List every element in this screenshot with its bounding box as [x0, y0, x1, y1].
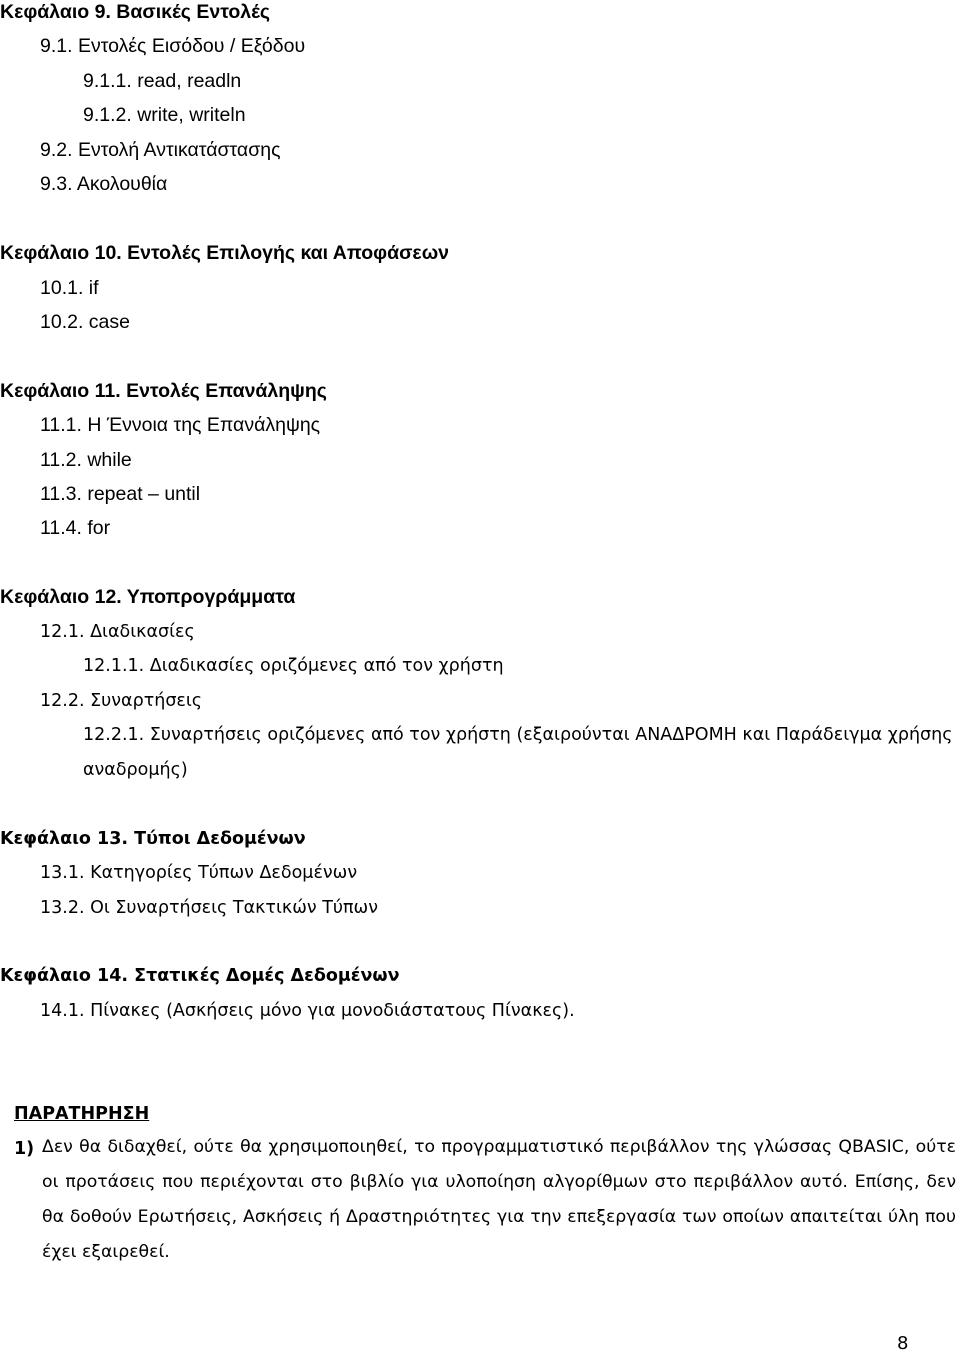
section-9-2: 9.2. Εντολή Αντικατάστασης	[40, 139, 281, 161]
section-11-3: 11.3. repeat – until	[40, 483, 201, 505]
chapter-9-title: Κεφάλαιο 9. Βασικές Εντολές	[0, 1, 271, 23]
section-12-2-1-continued: αναδρομής)	[83, 760, 188, 780]
section-12-1: 12.1. Διαδικασίες	[40, 622, 195, 642]
note-number: 1)	[14, 1139, 35, 1159]
chapter-11-title: Κεφάλαιο 11. Εντολές Επανάληψης	[0, 380, 327, 402]
section-9-1: 9.1. Εντολές Εισόδου / Εξόδου	[40, 35, 306, 57]
section-9-1-1: 9.1.1. read, readln	[83, 70, 242, 92]
section-11-4: 11.4. for	[40, 517, 111, 539]
section-13-2: 13.2. Οι Συναρτήσεις Τακτικών Τύπων	[40, 898, 378, 918]
section-12-2: 12.2. Συναρτήσεις	[40, 691, 203, 711]
section-11-1: 11.1. Η Έννοια της Επανάληψης	[40, 414, 321, 436]
section-14-1: 14.1. Πίνακες (Ασκήσεις μόνο για μονοδιάστατους Πίνακες).	[40, 1001, 575, 1021]
section-9-3: 9.3. Ακολουθία	[40, 173, 168, 195]
page-number: 8	[897, 1333, 909, 1354]
section-13-1: 13.1. Κατηγορίες Τύπων Δεδομένων	[40, 863, 358, 883]
chapter-13-title: Κεφάλαιο 13. Τύποι Δεδομένων	[0, 829, 306, 849]
section-12-1-1: 12.1.1. Διαδικασίες οριζόμενες από τον χρήστη	[83, 656, 504, 676]
chapter-14-title: Κεφάλαιο 14. Στατικές Δομές Δεδομένων	[0, 966, 400, 986]
section-10-1: 10.1. if	[40, 277, 99, 299]
note-paragraph: Δεν θα διδαχθεί, ούτε θα χρησιμοποιηθεί, το προγραμματιστικό περιβάλλον της γλώσσας QBASIC, ούτε οι προτάσεις που περιέχονται στο βιβλίο για υλοποίηση αλγορίθμων στο περιβάλλον αυτό. Επίσης, δεν θα δοθούν Ερωτήσεις, Ασκήσεις ή Δραστηριότητες για την επεξεργασία των οποίων απαιτείται ύλη που έχει εξαιρεθεί.	[42, 1137, 956, 1262]
chapter-12-title: Κεφάλαιο 12. Υποπρογράμματα	[0, 586, 296, 608]
section-12-2-1: 12.2.1. Συναρτήσεις οριζόμενες από τον χρήστη (εξαιρούνται ΑΝΑΔΡΟΜΗ και Παράδειγμα χρήσης	[83, 725, 953, 745]
chapter-10-title: Κεφάλαιο 10. Εντολές Επιλογής και Αποφάσεων	[0, 242, 450, 264]
section-9-1-2: 9.1.2. write, writeln	[83, 104, 246, 126]
section-11-2: 11.2. while	[40, 449, 132, 471]
section-10-2: 10.2. case	[40, 311, 130, 333]
note-heading: ΠΑΡΑΤΗΡΗΣΗ	[14, 1104, 150, 1124]
